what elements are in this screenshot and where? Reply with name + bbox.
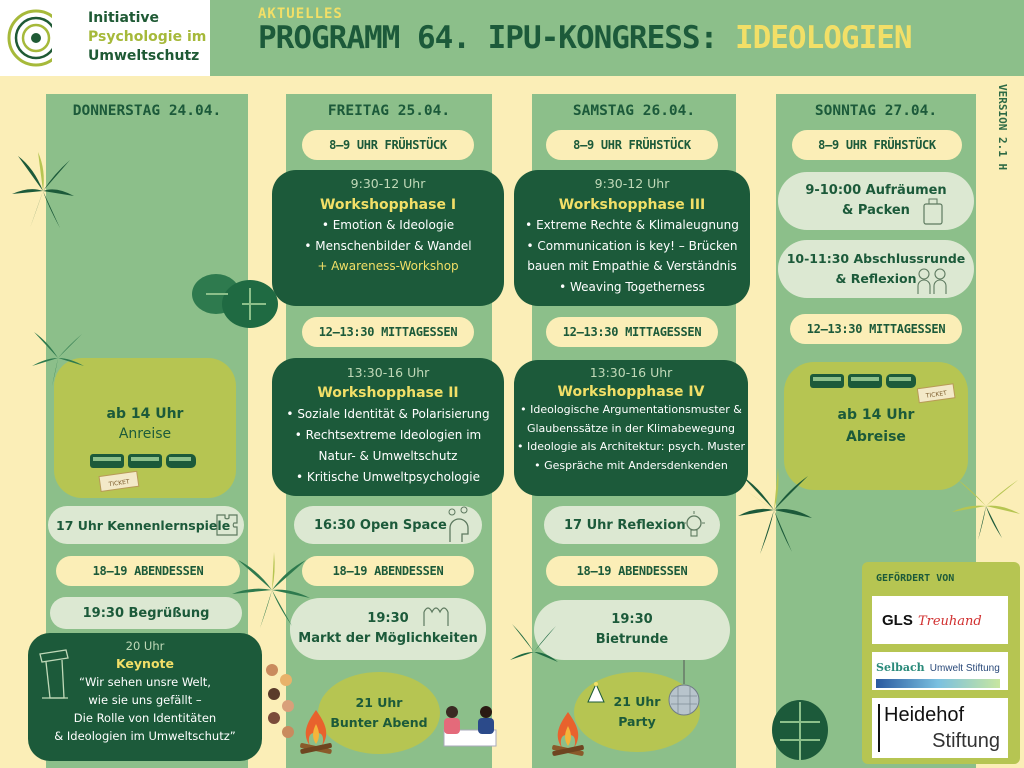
logo-line-1: Initiative [88, 10, 160, 26]
version-label: VERSION 2.1 H [996, 84, 1009, 171]
bietrunde-pill [534, 600, 730, 660]
heidehof-logo [872, 698, 1008, 758]
welcome-pill: 19:30 Begrüßung [50, 597, 242, 629]
cleanup-line-2: & Packen [842, 203, 910, 218]
ws2-item-1: • Soziale Identität & Polarisierung [286, 407, 490, 421]
arrival-time: ab 14 Uhr [106, 406, 184, 422]
breakfast-sunday: 8–9 UHR FRÜHSTÜCK [792, 130, 962, 160]
ticket-text: TICKET [108, 478, 131, 489]
workshop-phase-3 [514, 170, 750, 306]
market-stall-icon [420, 600, 456, 628]
reflection-label: 17 Uhr Reflexion [564, 517, 686, 533]
closing-line-2: & Reflexion [835, 271, 917, 286]
ws1-item-2: • Menschenbilder & Wandel [304, 238, 472, 253]
workshop-phase-4 [514, 360, 748, 496]
lunch-friday: 12–13:30 MITTAGESSEN [302, 317, 474, 347]
palm-leaf-icon [230, 548, 314, 632]
party-hat-icon [584, 680, 608, 704]
ws4-item-4: • Gespräche mit Andersdenkenden [534, 458, 728, 472]
lightbulb-icon [680, 510, 708, 542]
market-label: Markt der Möglichkeiten [298, 631, 478, 646]
ws1-item-1: • Emotion & Ideologie [321, 218, 455, 232]
ws2-item-2: • Rechtsextreme Ideologien im [294, 428, 482, 442]
kicker: AKTUELLES [258, 6, 343, 22]
logo-rings-icon [6, 8, 66, 68]
dinner-friday: 18–19 ABENDESSEN [302, 556, 474, 586]
party-label: Party [618, 714, 656, 729]
suitcase-icon [920, 196, 948, 226]
funders-title: GEFÖRDERT VON [876, 573, 955, 584]
monstera-leaf-icon-2 [766, 690, 836, 768]
ws1-item-3: + Awareness-Workshop [317, 259, 459, 273]
puzzle-icon [214, 512, 240, 538]
train-icon-2 [808, 370, 958, 408]
campfire-icon-2 [548, 708, 588, 758]
day-title-saturday: SAMSTAG 26.04. [572, 103, 696, 119]
palm-leaf-icon-3 [734, 462, 814, 558]
day-title-friday: FREITAG 25.04. [327, 103, 451, 119]
ws3-item-2: • Communication is key! – Brücken [526, 238, 738, 253]
ws2-title: Workshopphase II [317, 385, 459, 401]
ws4-item-2: Glaubenssätze in der Klimabewegung [526, 421, 736, 435]
lunch-saturday: 12–13:30 MITTAGESSEN [546, 317, 718, 347]
logo-text [88, 9, 206, 66]
open-space-icon [442, 506, 476, 544]
people-hands-icon [914, 266, 950, 296]
ws3-item-3: bauen mit Empathie & Verständnis [527, 259, 737, 273]
palm-leaf-icon-2 [506, 616, 562, 686]
breakfast-friday: 8–9 UHR FRÜHSTÜCK [302, 130, 474, 160]
disco-ball-icon [666, 660, 702, 720]
breakfast-saturday: 8–9 UHR FRÜHSTÜCK [546, 130, 718, 160]
logo-line-3: Umweltschutz [88, 48, 200, 64]
arrival-label: Anreise [118, 426, 172, 442]
ws1-title: Workshopphase I [319, 196, 457, 213]
ticket-text-2: TICKET [925, 389, 948, 400]
bunter-abend-time: 21 Uhr [355, 695, 403, 710]
lectern-icon [36, 648, 72, 704]
day-title-thursday: DONNERSTAG 24.04. [72, 103, 222, 119]
palm-leaf-icon-4 [948, 468, 1024, 544]
keynote-line-3: Die Rolle von Identitäten [73, 711, 217, 725]
departure-time: ab 14 Uhr [837, 407, 915, 423]
dinner-saturday: 18–19 ABENDESSEN [546, 556, 718, 586]
umwelt-stiftung-logo-text: Umwelt Stiftung [929, 663, 1000, 674]
keynote-line-2: wie sie uns gefällt – [88, 693, 202, 707]
page-title-main: PROGRAMM 64. IPU-KONGRESS: [258, 20, 718, 56]
funders-box [862, 562, 1020, 764]
leaf-icon [8, 146, 78, 236]
day-title-sunday: SONNTAG 27.04. [814, 103, 938, 119]
closing-line-1: 10-11:30 Abschlussrunde [786, 251, 966, 266]
market-time: 19:30 [367, 611, 409, 626]
monstera-leaf-icon [186, 260, 282, 340]
dinner-thursday: 18–19 ABENDESSEN [56, 556, 240, 586]
heidehof-logo-bar [878, 704, 880, 752]
selbach-logo-stripe [876, 679, 1000, 688]
bunter-abend-label: Bunter Abend [330, 715, 428, 730]
logo-line-2: Psychologie im [88, 29, 207, 45]
campfire-icon [296, 706, 336, 756]
workshop-phase-2 [272, 358, 504, 496]
keynote-line-1: “Wir sehen unsre Welt, [79, 675, 211, 689]
ws1-time: 9:30-12 Uhr [350, 176, 426, 191]
ws4-item-3: • Ideologie als Architektur: psych. Muster [516, 440, 745, 453]
workshop-phase-1 [272, 170, 504, 306]
kennenlernspiele-label: 17 Uhr Kennenlernspiele [56, 517, 231, 533]
leaf-icon-2 [26, 326, 90, 390]
bunter-abend-pill [318, 672, 440, 754]
stiftung-logo-text: Stiftung [932, 730, 1000, 752]
bietrunde-label: Bietrunde [595, 632, 669, 647]
heidehof-logo-text: Heidehof [884, 704, 965, 726]
page-title [258, 20, 912, 56]
keynote-time: 20 Uhr [125, 639, 165, 653]
selbach-logo-text: Selbach [876, 661, 925, 674]
ws2-item-3: Natur- & Umweltschutz [318, 449, 458, 463]
ws2-item-4: • Kritische Umweltpsychologie [296, 470, 480, 484]
gls-logo-text: GLS [882, 612, 913, 629]
ws3-item-1: • Extreme Rechte & Klimaleugnung [525, 218, 739, 232]
lunch-sunday: 12–13:30 MITTAGESSEN [790, 314, 962, 344]
ws4-title: Workshopphase IV [557, 383, 705, 400]
ws4-time: 13:30-16 Uhr [589, 365, 673, 380]
market-pill [290, 598, 486, 660]
open-space-label: 16:30 Open Space [314, 517, 447, 533]
cleanup-line-1: 9-10:00 Aufräumen [805, 183, 947, 198]
gls-treuhand-logo [872, 596, 1008, 644]
board-game-people-icon [438, 700, 502, 754]
ws3-title: Workshopphase III [558, 196, 706, 213]
logo [0, 0, 210, 76]
ws3-item-4: • Weaving Togetherness [559, 279, 705, 294]
keynote-line-4: & Ideologien im Umweltschutz” [54, 729, 236, 743]
bietrunde-time: 19:30 [611, 612, 653, 627]
page-title-highlight: IDEOLOGIEN [734, 20, 912, 56]
ws4-item-1: • Ideologische Argumentationsmuster & [520, 403, 742, 416]
train-icon [88, 452, 198, 494]
treuhand-logo-text: Treuhand [917, 614, 982, 629]
departure-label: Abreise [846, 429, 906, 445]
selbach-logo [872, 652, 1008, 690]
ws3-time: 9:30-12 Uhr [594, 176, 670, 191]
keynote-title: Keynote [115, 656, 175, 671]
ws2-time: 13:30-16 Uhr [346, 365, 430, 380]
party-time: 21 Uhr [613, 694, 661, 709]
